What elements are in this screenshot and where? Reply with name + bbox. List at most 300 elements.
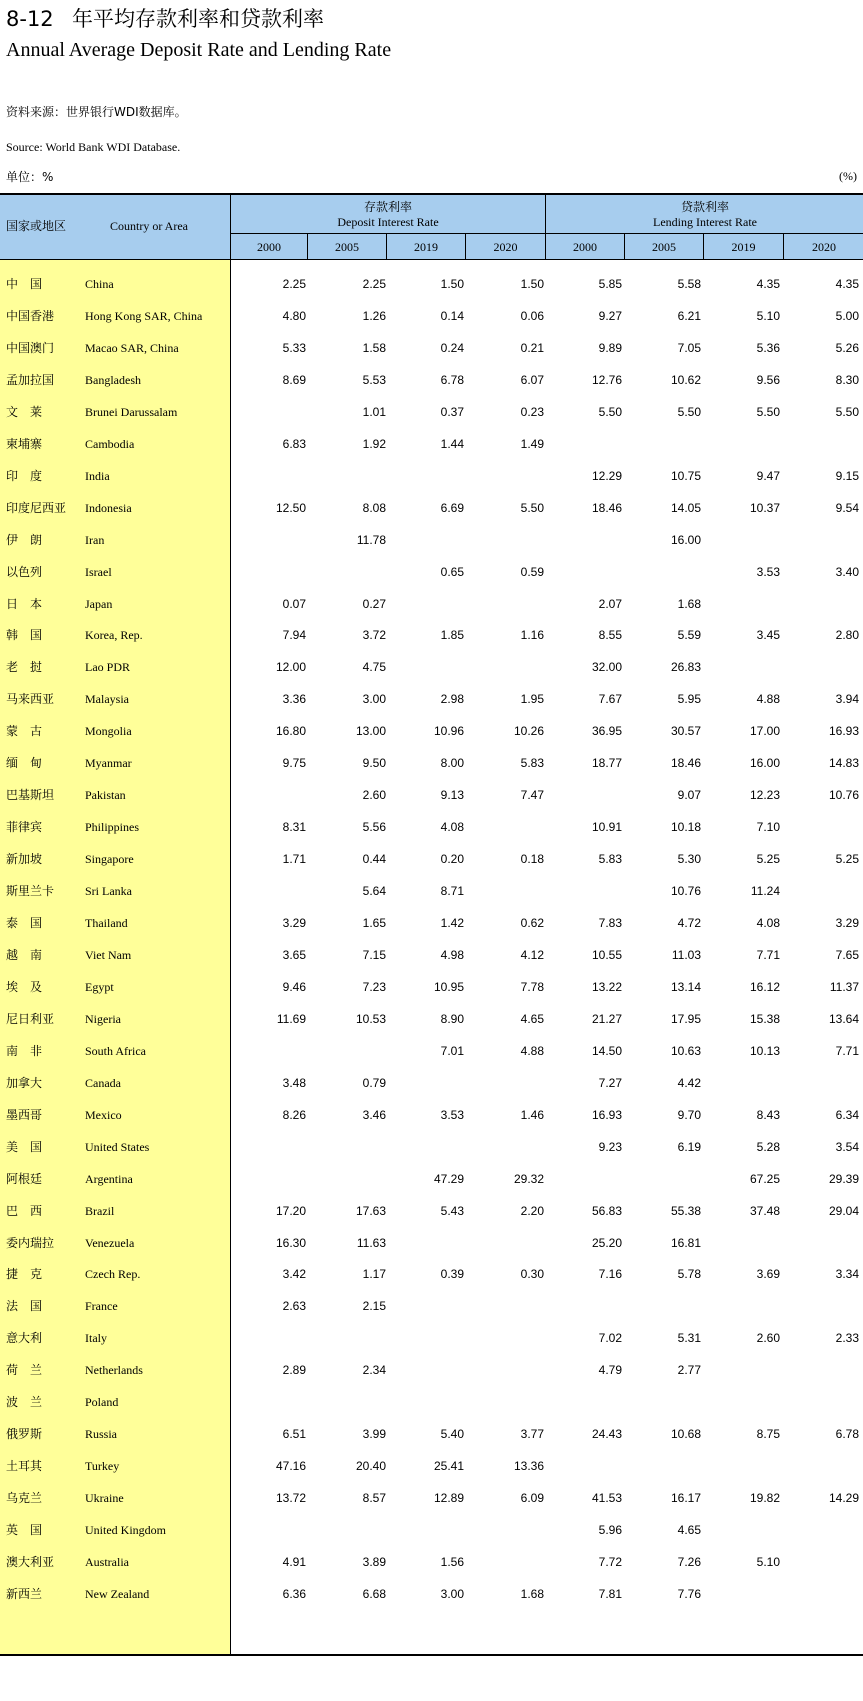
lending-rate-cell: 10.91 [591,820,622,835]
lending-rate-cell: 36.95 [591,724,622,739]
table-row [0,1068,863,1098]
deposit-rate-cell: 10.53 [355,1011,386,1026]
deposit-rate-cell: 7.78 [520,979,544,994]
country-name-cn: 缅 甸 [6,756,43,771]
deposit-rate-cell: 1.50 [520,277,544,291]
country-name-en: Hong Kong SAR, China [85,308,203,323]
lending-rate-cell: 4.35 [835,277,859,291]
country-name-en: Russia [85,1427,118,1442]
deposit-rate-cell: 16.30 [275,1235,306,1250]
country-name-cn: 美 国 [6,1139,43,1154]
lending-rate-cell: 10.76 [670,884,701,899]
country-name-en: Venezuela [85,1235,135,1250]
table-row [0,1451,863,1481]
country-name-cn: 斯里兰卡 [6,884,55,899]
deposit-rate-cell: 3.29 [282,916,306,930]
deposit-rate-cell: 1.85 [440,628,464,643]
deposit-rate-cell: 1.65 [362,916,386,930]
deposit-rate-cell: 1.16 [520,628,544,643]
deposit-rate-cell: 1.46 [520,1107,544,1122]
lending-rate-cell: 11.37 [829,979,859,994]
lending-rate-cell: 8.43 [756,1107,780,1122]
lending-rate-cell: 14.50 [591,1043,622,1058]
country-name-cn: 新西兰 [6,1586,43,1601]
lending-rate-cell: 7.05 [677,340,701,355]
header-year: 2019 [703,234,783,260]
deposit-rate-cell: 2.20 [520,1203,544,1218]
lending-rate-cell: 4.08 [756,916,780,930]
deposit-rate-cell: 1.68 [520,1586,544,1601]
lending-rate-cell: 8.30 [835,372,859,387]
deposit-rate-cell: 5.64 [362,884,386,899]
deposit-rate-cell: 5.56 [362,820,386,835]
lending-rate-cell: 9.89 [598,340,622,355]
lending-rate-cell: 55.38 [670,1203,701,1218]
lending-rate-cell: 18.77 [591,756,622,771]
country-name-en: Mongolia [85,724,132,739]
deposit-rate-cell: 1.56 [440,1555,464,1569]
lending-rate-cell: 18.46 [591,500,622,515]
table-row [0,716,863,746]
lending-rate-cell: 3.29 [835,916,859,930]
lending-rate-cell: 5.50 [677,404,701,419]
lending-rate-cell: 6.34 [835,1107,859,1122]
table-row [0,652,863,682]
table-row [0,844,863,874]
country-name-cn: 中 国 [6,277,43,291]
lending-rate-cell: 5.25 [756,852,780,867]
lending-rate-cell: 18.46 [670,756,701,771]
lending-rate-cell: 3.40 [835,564,859,579]
lending-rate-cell: 3.69 [756,1267,780,1282]
country-name-en: Nigeria [85,1011,121,1026]
header-year-row [230,233,863,260]
country-name-cn: 蒙 古 [6,724,43,739]
country-name-en: New Zealand [85,1586,150,1601]
lending-rate-cell: 9.56 [756,372,780,387]
country-name-en: United States [85,1139,150,1154]
deposit-rate-cell: 3.77 [520,1427,544,1442]
country-name-en: Canada [85,1075,121,1090]
lending-rate-cell: 2.07 [598,596,622,611]
deposit-rate-cell: 11.63 [356,1235,386,1250]
lending-rate-cell: 5.78 [677,1267,701,1282]
lending-rate-cell: 10.18 [670,820,701,835]
lending-rate-cell: 67.25 [749,1171,780,1186]
country-name-cn: 英 国 [6,1523,43,1538]
deposit-rate-cell: 0.62 [520,916,544,930]
lending-rate-cell: 12.23 [749,788,780,803]
country-name-cn: 委内瑞拉 [6,1235,55,1250]
source-note-cn: 资料来源：世界银行WDI数据库。 [6,105,187,119]
deposit-rate-cell: 3.46 [362,1107,386,1122]
country-name-en: Philippines [85,820,140,835]
deposit-rate-cell: 7.47 [520,788,544,803]
lending-rate-cell: 5.83 [598,852,622,867]
deposit-rate-cell: 11.78 [356,532,386,547]
table-header [0,195,863,260]
lending-rate-cell: 2.80 [835,628,859,643]
country-name-en: Macao SAR, China [85,340,179,355]
deposit-rate-cell: 1.49 [520,436,544,451]
lending-rate-cell: 14.83 [828,756,859,771]
lending-rate-cell: 7.26 [677,1555,701,1569]
header-year: 2020 [783,234,863,260]
lending-rate-cell: 5.36 [756,340,780,355]
deposit-rate-cell: 9.75 [282,756,306,771]
country-name-cn: 捷 克 [6,1267,43,1282]
country-name-en: Mexico [85,1107,122,1122]
deposit-rate-cell: 10.26 [513,724,544,739]
table-row [0,748,863,778]
country-name-en: South Africa [85,1043,146,1058]
table-row [0,940,863,970]
lending-rate-cell: 10.13 [749,1043,780,1058]
lending-rate-cell: 8.75 [756,1427,780,1442]
lending-rate-cell: 11.24 [750,884,780,899]
lending-rate-cell: 2.60 [756,1331,780,1346]
deposit-rate-cell: 1.58 [362,340,386,355]
table-row [0,1259,863,1289]
table-row [0,780,863,810]
deposit-rate-cell: 8.08 [362,500,386,515]
lending-rate-cell: 12.29 [591,468,622,483]
country-name-cn: 中国澳门 [6,340,55,355]
lending-rate-cell: 15.38 [749,1011,780,1026]
table-row [0,812,863,842]
table-title-en: Annual Average Deposit Rate and Lending Rate [6,39,392,61]
deposit-rate-cell: 0.39 [440,1267,464,1282]
deposit-rate-cell: 8.57 [362,1491,386,1506]
lending-rate-cell: 21.27 [591,1011,622,1026]
deposit-rate-cell: 8.90 [440,1011,464,1026]
lending-rate-cell: 17.95 [670,1011,701,1026]
deposit-rate-cell: 3.36 [282,692,306,707]
country-name-cn: 伊 朗 [6,532,43,547]
deposit-rate-cell: 3.42 [282,1267,306,1282]
lending-rate-cell: 10.55 [591,947,622,962]
lending-rate-cell: 4.65 [677,1523,701,1538]
table-row [0,1164,863,1194]
deposit-rate-cell: 6.09 [520,1491,544,1506]
deposit-rate-cell: 4.08 [440,820,464,835]
deposit-rate-cell: 5.83 [520,756,544,771]
country-name-cn: 波 兰 [6,1395,43,1410]
country-name-en: Czech Rep. [85,1267,141,1282]
country-name-en: Brunei Darussalam [85,404,178,419]
deposit-rate-cell: 5.40 [440,1427,464,1442]
lending-rate-cell: 29.39 [828,1171,859,1186]
deposit-rate-cell: 2.25 [282,277,306,291]
lending-rate-cell: 5.59 [677,628,701,643]
country-name-en: China [85,277,114,291]
lending-rate-cell: 5.10 [756,308,780,323]
country-name-cn: 中国香港 [6,308,55,323]
country-name-en: Italy [85,1331,107,1346]
deposit-rate-cell: 5.33 [282,340,306,355]
deposit-rate-cell: 0.18 [520,852,544,867]
table-row [0,1291,863,1321]
lending-rate-cell: 10.62 [670,372,701,387]
lending-rate-cell: 10.37 [749,500,780,515]
lending-rate-cell: 7.71 [835,1043,859,1058]
lending-rate-cell: 7.02 [598,1331,622,1346]
country-name-en: Netherlands [85,1363,143,1378]
header-lending-group [545,195,863,233]
country-name-cn: 澳大利亚 [6,1555,55,1569]
lending-rate-cell: 9.07 [677,788,701,803]
deposit-rate-cell: 47.16 [275,1459,306,1474]
deposit-rate-cell: 3.89 [362,1555,386,1569]
country-name-cn: 俄罗斯 [6,1427,43,1442]
unit-label-right: (%) [839,169,857,183]
deposit-rate-cell: 2.34 [362,1363,386,1378]
deposit-rate-cell: 12.50 [275,500,306,515]
deposit-rate-cell: 4.98 [440,947,464,962]
table-row [0,333,863,363]
table-row [0,461,863,491]
lending-rate-cell: 7.67 [598,692,622,707]
country-name-en: Argentina [85,1171,133,1186]
lending-rate-cell: 56.83 [591,1203,622,1218]
lending-rate-cell: 1.68 [677,596,701,611]
deposit-rate-cell: 4.75 [362,660,386,675]
lending-rate-cell: 5.50 [598,404,622,419]
lending-rate-cell: 3.54 [835,1139,859,1154]
table-row [0,1483,863,1513]
deposit-rate-cell: 1.17 [362,1267,386,1282]
deposit-rate-cell: 0.21 [520,340,544,355]
lending-rate-cell: 5.30 [677,852,701,867]
lending-rate-cell: 12.76 [591,372,622,387]
deposit-rate-cell: 3.99 [362,1427,386,1442]
table-row [0,301,863,331]
lending-rate-cell: 5.25 [835,852,859,867]
table-row [0,1036,863,1066]
country-name-cn: 巴基斯坦 [6,788,55,803]
header-year: 2019 [386,234,465,260]
table-title-cn [6,6,324,32]
lending-rate-cell: 13.64 [828,1011,859,1026]
lending-rate-cell: 10.76 [828,788,859,803]
deposit-rate-cell: 0.27 [362,596,386,611]
table-row [0,429,863,459]
lending-rate-cell: 9.70 [677,1107,701,1122]
table-row [0,972,863,1002]
lending-rate-cell: 7.71 [756,947,780,962]
deposit-rate-cell: 4.65 [520,1011,544,1026]
table-bottom-rule [0,1654,863,1656]
deposit-rate-cell: 13.72 [275,1491,306,1506]
deposit-rate-cell: 0.07 [282,596,306,611]
country-name-cn: 柬埔寨 [6,436,43,451]
deposit-rate-cell: 1.92 [362,436,386,451]
lending-rate-cell: 3.45 [756,628,780,643]
country-name-en: Malaysia [85,692,129,707]
lending-rate-cell: 7.83 [598,916,622,930]
country-name-cn: 日 本 [6,596,43,611]
lending-rate-cell: 5.58 [677,277,701,291]
lending-rate-cell: 5.50 [835,404,859,419]
lending-rate-cell: 5.00 [835,308,859,323]
lending-rate-cell: 4.35 [756,277,780,291]
deposit-rate-cell: 1.71 [282,852,306,867]
deposit-rate-cell: 8.31 [282,820,306,835]
deposit-rate-cell: 29.32 [513,1171,544,1186]
table-row [0,365,863,395]
deposit-rate-cell: 2.63 [282,1299,306,1314]
header-year: 2000 [545,234,624,260]
lending-rate-cell: 7.72 [598,1555,622,1569]
country-name-cn: 新加坡 [6,852,43,867]
header-lending-en: Lending Interest Rate [653,215,757,229]
header-deposit-cn: 存款利率 [363,200,412,214]
country-name-cn: 荷 兰 [6,1363,43,1378]
deposit-rate-cell: 7.94 [282,628,306,643]
deposit-rate-cell: 25.41 [433,1459,464,1474]
deposit-rate-cell: 8.00 [440,756,464,771]
table-row [0,684,863,714]
lending-rate-cell: 9.15 [835,468,859,483]
lending-rate-cell: 24.43 [591,1427,622,1442]
deposit-rate-cell: 5.50 [520,500,544,515]
lending-rate-cell: 6.19 [677,1139,701,1154]
deposit-rate-cell: 11.69 [276,1011,306,1026]
deposit-rate-cell: 2.89 [282,1363,306,1378]
country-name-en: Turkey [85,1459,120,1474]
table-row [0,493,863,523]
lending-rate-cell: 16.93 [828,724,859,739]
lending-rate-cell: 19.82 [749,1491,780,1506]
header-year: 2020 [465,234,545,260]
lending-rate-cell: 10.75 [670,468,701,483]
country-name-en: Myanmar [85,756,132,771]
lending-rate-cell: 2.33 [835,1331,859,1346]
deposit-rate-cell: 0.37 [440,404,464,419]
deposit-rate-cell: 0.23 [520,404,544,419]
country-name-en: Brazil [85,1203,115,1218]
deposit-rate-cell: 10.95 [433,979,464,994]
deposit-rate-cell: 6.07 [520,372,544,387]
country-name-cn: 意大利 [6,1331,43,1346]
country-name-cn: 印 度 [6,468,43,483]
deposit-rate-cell: 3.00 [440,1586,464,1601]
lending-rate-cell: 5.26 [835,340,859,355]
country-name-en: Iran [85,532,105,547]
lending-rate-cell: 6.78 [835,1427,859,1442]
deposit-rate-cell: 1.95 [520,692,544,707]
deposit-rate-cell: 3.72 [362,628,386,643]
deposit-rate-cell: 9.13 [440,788,464,803]
table-row [0,1196,863,1226]
country-name-en: Ukraine [85,1491,124,1506]
country-name-cn: 尼日利亚 [6,1011,55,1026]
country-name-cn: 阿根廷 [6,1171,43,1186]
lending-rate-cell: 5.28 [756,1139,780,1154]
country-name-cn: 马来西亚 [6,692,55,707]
table-row [0,1004,863,1034]
deposit-rate-cell: 17.20 [275,1203,306,1218]
table-row [0,620,863,650]
deposit-rate-cell: 1.50 [440,277,464,291]
deposit-rate-cell: 2.25 [362,277,386,291]
lending-rate-cell: 16.81 [670,1235,701,1250]
table-row [0,1323,863,1353]
deposit-rate-cell: 4.12 [520,947,544,962]
deposit-rate-cell: 6.51 [282,1427,306,1442]
country-name-en: Viet Nam [85,947,132,962]
country-name-cn: 加拿大 [6,1075,43,1090]
country-name-en: Korea, Rep. [85,628,143,643]
lending-rate-cell: 41.53 [591,1491,622,1506]
table-row [0,1515,863,1545]
country-name-en: Japan [85,596,113,611]
table-row [0,397,863,427]
table-row [0,525,863,555]
country-name-cn: 以色列 [6,564,43,579]
country-name-cn: 埃 及 [6,979,43,994]
table-row [0,1228,863,1258]
deposit-rate-cell: 6.68 [362,1586,386,1601]
lending-rate-cell: 3.53 [756,564,780,579]
lending-rate-cell: 9.54 [835,500,859,515]
table-row [0,1355,863,1385]
deposit-rate-cell: 7.01 [440,1043,464,1058]
deposit-rate-cell: 0.14 [440,308,464,323]
deposit-rate-cell: 13.36 [513,1459,544,1474]
deposit-rate-cell: 1.42 [440,916,464,930]
lending-rate-cell: 25.20 [591,1235,622,1250]
country-name-en: France [85,1299,118,1314]
deposit-rate-cell: 8.69 [282,372,306,387]
deposit-rate-cell: 8.71 [440,884,464,899]
deposit-rate-cell: 9.50 [362,756,386,771]
country-name-en: Thailand [85,916,128,930]
lending-rate-cell: 17.00 [749,724,780,739]
deposit-rate-cell: 2.15 [362,1299,386,1314]
deposit-rate-cell: 0.44 [362,852,386,867]
lending-rate-cell: 7.16 [598,1267,622,1282]
header-year: 2000 [230,234,307,260]
lending-rate-cell: 4.79 [598,1363,622,1378]
table-number: 8-12 [6,7,54,31]
country-name-cn: 文 莱 [6,404,43,419]
header-year: 2005 [624,234,703,260]
lending-rate-cell: 5.96 [598,1523,622,1538]
table-row [0,589,863,619]
lending-rate-cell: 30.57 [670,724,701,739]
country-name-en: Bangladesh [85,372,141,387]
deposit-rate-cell: 17.63 [355,1203,386,1218]
deposit-rate-cell: 13.00 [355,724,386,739]
deposit-rate-cell: 1.26 [362,308,386,323]
country-name-cn: 巴 西 [6,1203,43,1218]
header-deposit-group [230,195,545,233]
deposit-rate-cell: 0.30 [520,1267,544,1282]
deposit-rate-cell: 8.26 [282,1107,306,1122]
lending-rate-cell: 3.34 [835,1267,859,1282]
lending-rate-cell: 5.31 [677,1331,701,1346]
lending-rate-cell: 9.47 [756,468,780,483]
deposit-rate-cell: 0.79 [362,1075,386,1090]
table-row [0,1132,863,1162]
country-name-en: Australia [85,1555,129,1569]
country-name-cn: 泰 国 [6,916,43,930]
lending-rate-cell: 10.68 [670,1427,701,1442]
lending-rate-cell: 26.83 [670,660,701,675]
lending-rate-cell: 11.03 [671,947,701,962]
lending-rate-cell: 4.88 [756,692,780,707]
